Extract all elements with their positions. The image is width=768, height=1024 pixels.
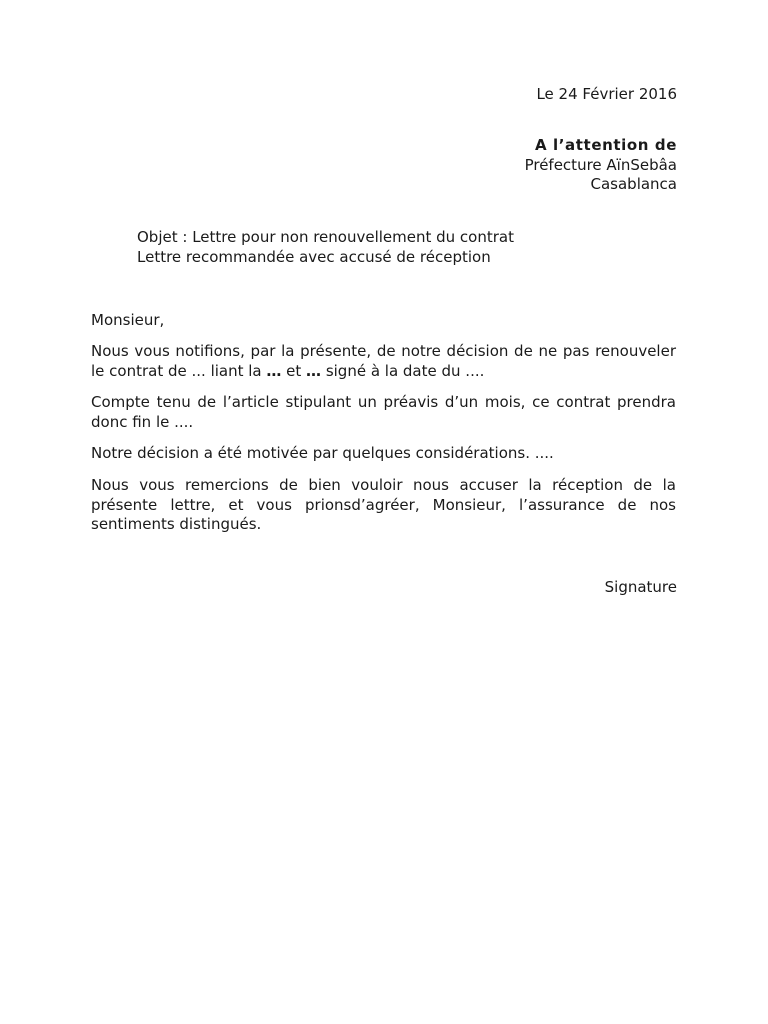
signature: Signature	[604, 578, 677, 596]
paragraph-notification-text-2: et	[281, 361, 307, 380]
salutation: Monsieur,	[91, 311, 165, 329]
placeholder-party-2: …	[306, 361, 322, 380]
paragraph-notification-text: Nous vous notifions, par la présente, de notre décision de ne pas renouveler le contrat de ... liant la	[91, 342, 676, 380]
recipient-name: Préfecture AïnSebâa	[524, 155, 677, 174]
subject-block	[137, 227, 514, 267]
placeholder-party-1: …	[266, 361, 282, 380]
paragraph-notification	[91, 342, 676, 381]
recipient-block	[525, 136, 677, 195]
subject-registered-mail: Lettre recommandée avec accusé de réception	[137, 248, 491, 266]
paragraph-motivation: Notre décision a été motivée par quelques considérations. ....	[91, 444, 554, 462]
paragraph-closing: Nous vous remercions de bien vouloir nous accuser la réception de la présente lettre, et vous prionsd’agréer, Monsieur, l’assurance de nos sentiments distingués.	[91, 476, 676, 533]
paragraph-notification-text-3: signé à la date du ....	[321, 361, 485, 380]
recipient-attention: A l’attention de	[534, 136, 677, 154]
recipient-city: Casablanca	[590, 175, 677, 193]
subject-line: Objet : Lettre pour non renouvellement du contrat	[137, 228, 514, 246]
letter-date: Le 24 Février 2016	[536, 85, 677, 103]
paragraph-notice-period: Compte tenu de l’article stipulant un préavis d’un mois, ce contrat prendra donc fin le ....	[91, 393, 676, 431]
